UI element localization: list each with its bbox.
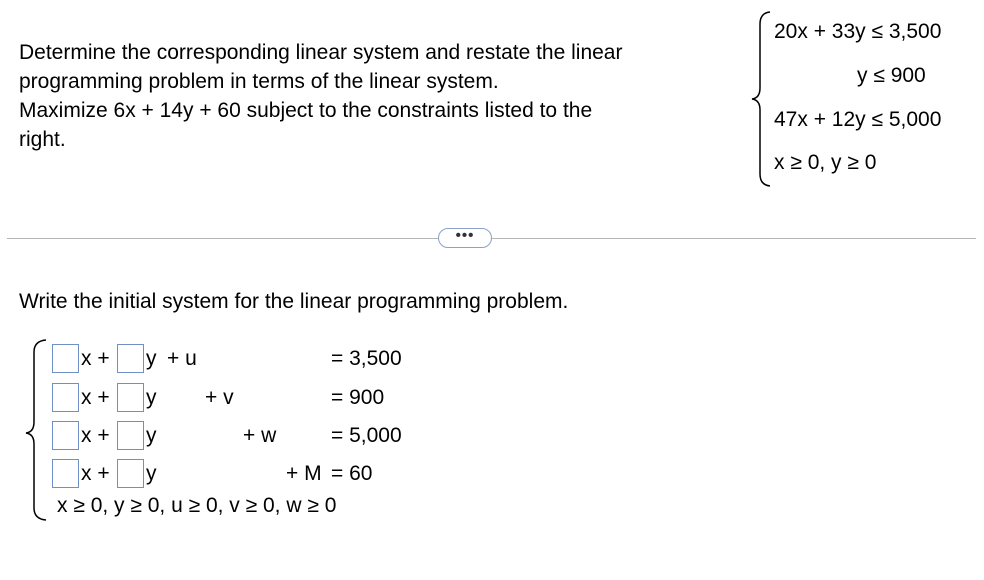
- objective-term: + M: [286, 462, 322, 485]
- x-variable-label: x +: [81, 462, 110, 485]
- y-variable-label: y: [146, 386, 157, 409]
- question-text: Write the initial system for the linear programming problem.: [19, 290, 569, 313]
- row2-y-coefficient-input[interactable]: [117, 383, 144, 412]
- constraint-4: x ≥ 0, y ≥ 0: [774, 151, 877, 174]
- constraint-2: y ≤ 900: [857, 64, 926, 87]
- prompt-line-2: programming problem in terms of the linear system.: [19, 70, 499, 93]
- slack-term: + w: [243, 424, 277, 447]
- row2-x-coefficient-input[interactable]: [52, 383, 79, 412]
- row4-x-coefficient-input[interactable]: [52, 459, 79, 488]
- row1-y-coefficient-input[interactable]: [117, 344, 144, 373]
- rhs-value: = 3,500: [331, 347, 402, 370]
- prompt-line-3: Maximize 6x + 14y + 60 subject to the constraints listed to the: [19, 99, 593, 122]
- x-variable-label: x +: [81, 347, 110, 370]
- row3-x-coefficient-input[interactable]: [52, 421, 79, 450]
- nonnegativity-constraints: x ≥ 0, y ≥ 0, u ≥ 0, v ≥ 0, w ≥ 0: [57, 494, 337, 517]
- constraint-1: 20x + 33y ≤ 3,500: [774, 20, 942, 43]
- slack-term: + v: [205, 386, 234, 409]
- problem-statement: [19, 38, 719, 154]
- rhs-value: = 5,000: [331, 424, 402, 447]
- more-options-button[interactable]: •••: [438, 228, 492, 248]
- rhs-value: = 900: [331, 386, 385, 409]
- rhs-value: = 60: [331, 462, 373, 485]
- row3-y-coefficient-input[interactable]: [117, 421, 144, 450]
- constraint-3: 47x + 12y ≤ 5,000: [774, 108, 942, 131]
- x-variable-label: x +: [81, 424, 110, 447]
- row4-y-coefficient-input[interactable]: [117, 459, 144, 488]
- y-variable-label: y: [146, 462, 157, 485]
- y-variable-label: y: [146, 347, 157, 370]
- row1-x-coefficient-input[interactable]: [52, 344, 79, 373]
- prompt-line-4: right.: [19, 128, 66, 151]
- slack-term: + u: [167, 347, 197, 370]
- x-variable-label: x +: [81, 386, 110, 409]
- y-variable-label: y: [146, 424, 157, 447]
- prompt-line-1: Determine the corresponding linear system and restate the linear: [19, 41, 623, 64]
